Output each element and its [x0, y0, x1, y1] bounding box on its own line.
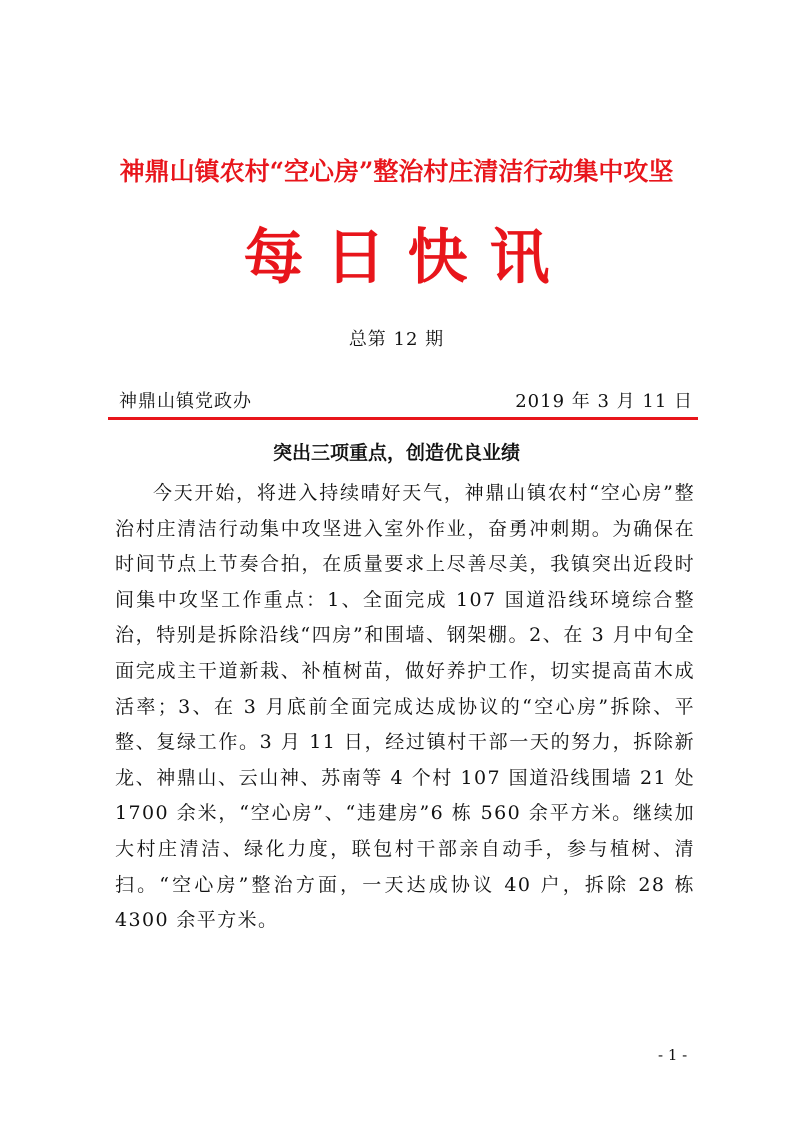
issue-number: 总第 12 期: [348, 329, 445, 350]
meta-row: [115, 387, 695, 411]
issue-date: 2019 年 3 月 11 日: [515, 391, 693, 412]
article-body: 今天开始，将进入持续晴好天气，神鼎山镇农村“空心房”整治村庄清洁行动集中攻坚进入室外作业，奋勇冲刺期。为确保在时间节点上节奏合拍，在质量要求上尽善尽美，我镇突出近段时间集中攻坚工作重点：1、全面完成 107 国道沿线环境综合整治，特别是拆除沿线“四房”和围墙、钢架棚。2、在 3 月中旬全面完成主干道新栽、补植树苗，做好养护工作，切实提高苗木成活率；3、在 3 月底前全面完成达成协议的“空心房”拆除、平整、复绿工作。3 月 11 日，经过镇村干部一天的努力，拆除新龙、神鼎山、云山神、苏南等 4 个村 107 国道沿线围墙 21 处 1700 余米，“空心房”、“违建房”6 栋 560 余平方米。继续加大村庄清洁、绿化力度，联包村干部亲自动手，参与植树、清扫。“空心房”整治方面，一天达成协议 40 户，拆除 28 栋 4300 余平方米。: [115, 482, 695, 932]
article-title: 突出三项重点，创造优良业绩: [272, 442, 520, 464]
issuing-organization: 神鼎山镇党政办: [119, 391, 252, 412]
header-title: 神鼎山镇农村“空心房”整治村庄清洁行动集中攻坚: [119, 157, 674, 186]
red-divider-line: [108, 417, 698, 420]
masthead-title: 每日快讯: [243, 223, 572, 293]
page-number: - 1 -: [658, 1046, 688, 1064]
